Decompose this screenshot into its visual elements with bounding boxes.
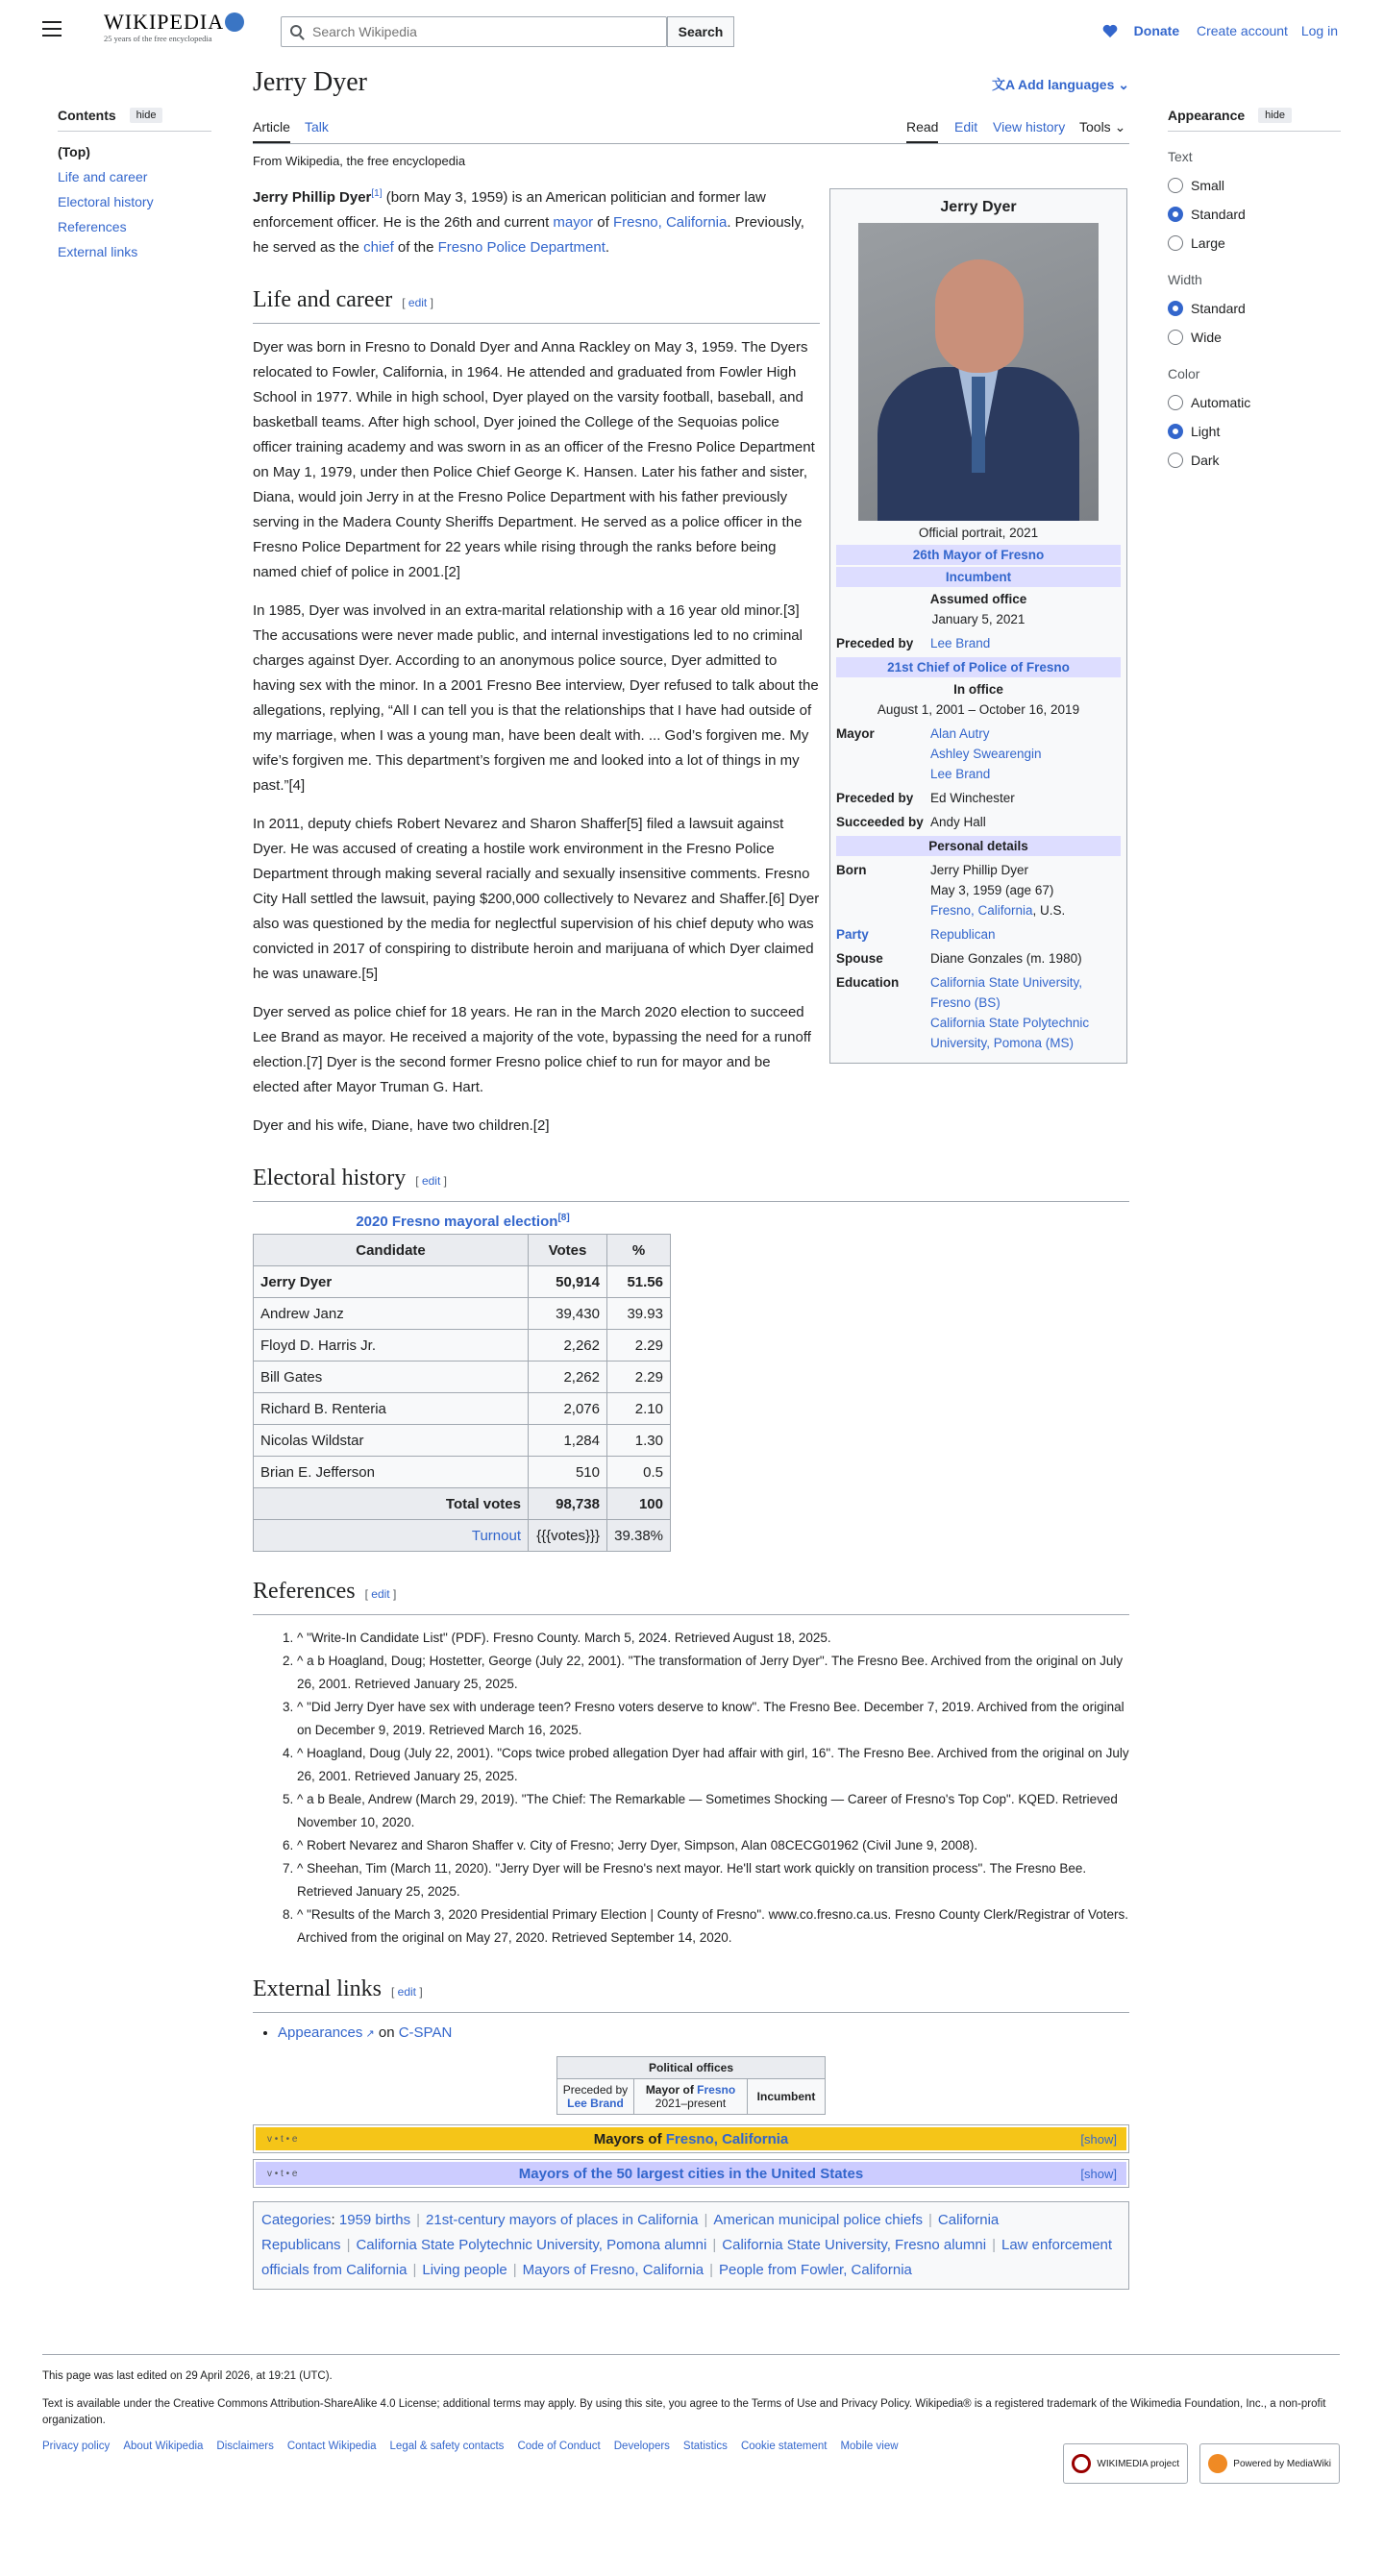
category-link[interactable]: People from Fowler, California bbox=[718, 2262, 912, 2278]
navbox-title: Mayors of bbox=[593, 2130, 666, 2147]
width-standard-option[interactable] bbox=[1168, 301, 1341, 316]
portrait-tie-shape bbox=[972, 377, 985, 473]
born-country: , U.S. bbox=[1032, 903, 1066, 918]
section-heading-electoral: Electoral history [ edit ] bbox=[253, 1165, 1129, 1202]
citation-link[interactable]: [1] bbox=[371, 188, 383, 199]
turnout-row bbox=[254, 1520, 671, 1552]
intro-text: (born May 3, 1959) is an American politician and former law enforcement officer. He is the 26th and current bbox=[253, 189, 766, 231]
table-row bbox=[254, 1425, 671, 1457]
user-links bbox=[1089, 23, 1338, 38]
edit-section-link[interactable]: edit bbox=[397, 1985, 416, 1999]
office-chief-band[interactable]: 21st Chief of Police of Fresno bbox=[836, 657, 1121, 677]
pct-cell: 39.93 bbox=[607, 1298, 671, 1330]
candidate-cell: Nicolas Wildstar bbox=[254, 1425, 529, 1457]
pct-cell: 0.5 bbox=[607, 1457, 671, 1488]
office-mayor-band[interactable]: 26th Mayor of Fresno bbox=[836, 545, 1121, 565]
tab-talk[interactable]: Talk bbox=[305, 119, 329, 135]
category-separator: | bbox=[709, 2262, 713, 2278]
intro-paragraph bbox=[253, 185, 820, 260]
reference-item: 4. ^ Hoagland, Doug (July 22, 2001). "Cops twice probed allegation Dyer had affair with girl, 16". The Fresno Bee. Archived from the original on July 26, 2001. Retrieved January 25, 2025. bbox=[297, 1742, 1129, 1788]
radio-icon bbox=[1168, 178, 1183, 193]
appearance-header bbox=[1168, 108, 1341, 132]
option-label: Standard bbox=[1191, 301, 1246, 316]
reference-item: 3. ^ "Did Jerry Dyer have sex with underage teen? Fresno voters deserve to know". The Fresno Bee. December 7, 2019. Archived from the original on December 9, 2019. Retrieved March 16, 2025. bbox=[297, 1696, 1129, 1742]
toc-item-life-and-career[interactable]: Life and career bbox=[58, 169, 148, 184]
vte-links[interactable]: v • t • e bbox=[267, 2168, 298, 2179]
total-label: Total votes bbox=[254, 1488, 529, 1520]
main-content bbox=[253, 63, 1129, 2290]
references-list bbox=[297, 1627, 1129, 1950]
reference-item: 7. ^ Sheehan, Tim (March 11, 2020). "Jerry Dyer will be Fresno's next mayor. He'll start work quickly on transition process". The Fresno Bee. Retrieved January 25, 2025. bbox=[297, 1857, 1129, 1903]
footer-link[interactable]: Contact Wikipedia bbox=[286, 2441, 377, 2452]
infobox-title: Jerry Dyer bbox=[940, 199, 1017, 215]
reference-item: 1. ^ "Write-In Candidate List" (PDF). Fresno County. March 5, 2024. Retrieved August 18, 2025. bbox=[297, 1627, 1129, 1650]
toc-item-external-links[interactable]: External links bbox=[58, 244, 138, 259]
width-wide-option[interactable] bbox=[1168, 330, 1341, 345]
color-dark-option[interactable] bbox=[1168, 453, 1341, 468]
total-votes: 98,738 bbox=[529, 1488, 607, 1520]
category-link[interactable]: Living people bbox=[422, 2262, 507, 2278]
edit-section-link[interactable]: edit bbox=[421, 1174, 441, 1188]
succession-row bbox=[557, 2079, 825, 2114]
footer-link[interactable]: Cookie statement bbox=[740, 2441, 828, 2452]
intro-text: . Previously, he served as the bbox=[253, 214, 804, 256]
pct-cell: 1.30 bbox=[607, 1425, 671, 1457]
caption-text: 2020 Fresno mayoral election bbox=[356, 1214, 558, 1230]
votes-cell: 50,914 bbox=[529, 1266, 607, 1298]
option-label: Wide bbox=[1191, 330, 1222, 345]
candidate-cell: Floyd D. Harris Jr. bbox=[254, 1330, 529, 1362]
category-separator: | bbox=[346, 2237, 351, 2253]
table-row bbox=[254, 1393, 671, 1425]
footer-link[interactable]: Legal & safety contacts bbox=[389, 2441, 505, 2452]
mayor-link[interactable]: Ashley Swearengin bbox=[930, 747, 1042, 761]
party-link[interactable]: Republican bbox=[930, 927, 996, 942]
add-languages-label: Add languages bbox=[1018, 77, 1115, 92]
category-separator: | bbox=[928, 2212, 932, 2228]
born-date: May 3, 1959 (age 67) bbox=[930, 883, 1054, 897]
row-label: Succeeded by bbox=[836, 815, 924, 829]
turnout-votes: {{{votes}}} bbox=[529, 1520, 607, 1552]
donate-link[interactable] bbox=[1102, 23, 1179, 38]
text-size-label: Text bbox=[1168, 149, 1193, 164]
appearance-hide-button[interactable]: hide bbox=[1258, 108, 1292, 123]
wikimedia-icon bbox=[1072, 2454, 1091, 2473]
text-standard-option[interactable] bbox=[1168, 207, 1341, 222]
footer-link[interactable]: About Wikipedia bbox=[123, 2441, 204, 2452]
mayor-row bbox=[836, 724, 1121, 784]
chief-link[interactable]: chief bbox=[363, 239, 394, 256]
navbox-largest-cities bbox=[253, 2159, 1129, 2188]
on-text: on bbox=[374, 2024, 399, 2041]
radio-selected-icon bbox=[1168, 424, 1183, 439]
row-label: Born bbox=[836, 863, 867, 877]
life-paragraph-1: Dyer was born in Fresno to Donald Dyer and Anna Rackley on May 3, 1959. The Dyers relocated to Fowler, California, in 1964. He attended and graduated from Fowler High School in 1977. While in high school, Dyer played on the varsity football, baseball, and basketball teams. After high school, Dyer joined the College of the Sequoias police officer training academy and was sworn in as an officer of the Fresno Police Department on May 1, 1979, under then Police Chief George K. Hansen. Later his father and sister, Diana, would join Jerry in at the Fresno Police Department with his father previously serving in the Madera County Sheriffs Department. He served as a police officer in the Fresno Police Department for 22 years while rising through the ranks before being named chief of police in 2001.[2] bbox=[253, 339, 815, 580]
education-link[interactable]: California State Polytechnic University, Pomona (MS) bbox=[930, 1016, 1090, 1050]
add-languages-button[interactable] bbox=[992, 75, 1129, 94]
radio-icon bbox=[1168, 453, 1183, 468]
table-of-contents bbox=[58, 108, 211, 264]
table-row bbox=[254, 1266, 671, 1298]
life-paragraph-3: In 2011, deputy chiefs Robert Nevarez and Sharon Shaffer[5] filed a lawsuit against Dyer. He was accused of creating a hostile work environment in the Fresno Police Department through making several racially and sexually insensitive comments. Fresno City Hall settled the lawsuit, paying $200,000 collectively to Nevarez and Shaffer.[6] Dyer also was questioned by the media for neglectful supervision of his chief deputy who was convicted in 2017 of conspiring to distribute heroin and marijuana of which Dyer claimed he was unaware.[5] bbox=[253, 816, 820, 982]
party-row bbox=[836, 924, 1121, 945]
cspan-link[interactable]: C-SPAN bbox=[398, 2024, 453, 2041]
fresno-link[interactable]: Fresno, California bbox=[612, 214, 728, 231]
category-link[interactable]: California State University, Fresno alumni bbox=[722, 2237, 987, 2253]
option-label: Standard bbox=[1191, 207, 1246, 222]
preceded-by-name: Ed Winchester bbox=[930, 791, 1015, 805]
main-menu-icon[interactable] bbox=[42, 21, 62, 37]
portrait-caption: Official portrait, 2021 bbox=[918, 526, 1039, 540]
option-label: Light bbox=[1191, 424, 1221, 439]
pct-cell: 2.10 bbox=[607, 1393, 671, 1425]
radio-selected-icon bbox=[1168, 301, 1183, 316]
navbox-title-link[interactable]: Mayors of the 50 largest cities in the United States bbox=[518, 2165, 864, 2182]
category-link[interactable]: California Republicans bbox=[261, 2212, 1000, 2253]
heart-icon bbox=[1102, 24, 1118, 37]
election-rows bbox=[254, 1266, 671, 1488]
votes-cell: 39,430 bbox=[529, 1298, 607, 1330]
license-text: Text is available under the Creative Commons Attribution-ShareAlike 4.0 License; additional terms may apply. By using this site, you agree to the Terms of Use and Privacy Policy. Wikipedia® is a registered trademark of the Wikimedia Foundation, Inc., a non-profit organization. bbox=[42, 2398, 1326, 2426]
intro-text: . bbox=[605, 239, 610, 256]
option-label: Small bbox=[1191, 178, 1225, 193]
toc-header bbox=[58, 108, 211, 132]
wikimedia-badge[interactable] bbox=[1063, 2443, 1188, 2484]
infobox bbox=[829, 188, 1127, 1064]
radio-selected-icon bbox=[1168, 207, 1183, 222]
color-light-option[interactable] bbox=[1168, 424, 1341, 439]
search-button[interactable]: Search bbox=[667, 16, 734, 47]
external-links-list bbox=[278, 2024, 1129, 2041]
category-link[interactable]: California State Polytechnic University, Pomona alumni bbox=[356, 2237, 707, 2253]
portrait-face-shape bbox=[935, 259, 1024, 373]
total-votes-row bbox=[254, 1488, 671, 1520]
radio-icon bbox=[1168, 235, 1183, 251]
external-link-icon: ↗ bbox=[362, 2028, 375, 2040]
pct-cell: 51.56 bbox=[607, 1266, 671, 1298]
political-offices-title: Political offices bbox=[557, 2057, 825, 2079]
election-table-caption[interactable] bbox=[253, 1214, 673, 1230]
categories-label-link[interactable]: Categories bbox=[261, 2212, 332, 2228]
subject-name: Jerry Phillip Dyer bbox=[253, 189, 372, 206]
candidate-cell: Brian E. Jefferson bbox=[254, 1457, 529, 1488]
education-row bbox=[836, 972, 1121, 1053]
party-label-link[interactable]: Party bbox=[836, 927, 869, 942]
fresno-link[interactable]: Fresno bbox=[697, 2083, 736, 2097]
page-tabs bbox=[253, 108, 1129, 144]
votes-cell: 2,262 bbox=[529, 1362, 607, 1393]
footer-link[interactable]: Privacy policy bbox=[42, 2441, 111, 2452]
section-title: Life and career bbox=[253, 287, 393, 312]
reference-item: 6. ^ Robert Nevarez and Sharon Shaffer v. City of Fresno; Jerry Dyer, Simpson, Alan 08CECG01962 (Civil June 9, 2008). bbox=[297, 1834, 1129, 1857]
table-row bbox=[254, 1362, 671, 1393]
footer-link[interactable]: Disclaimers bbox=[216, 2441, 274, 2452]
page-title: Jerry Dyer bbox=[253, 67, 367, 97]
born-name: Jerry Phillip Dyer bbox=[930, 863, 1029, 877]
color-automatic-option[interactable] bbox=[1168, 395, 1341, 410]
navbox-title-link[interactable]: Fresno, California bbox=[665, 2130, 789, 2147]
wikipedia-logo[interactable] bbox=[104, 10, 244, 43]
life-paragraph-2: In 1985, Dyer was involved in an extra-marital relationship with a 16 year old minor.[3] The accusations were never made public, and internal investigations led to no criminal charges against Dyer. According to an anonymous police source, Dyer admitted to having sex with the minor. In a 2001 Fresno Bee interview, Dyer refused to talk about the allegations, replying, “All I can tell you is that the relationships that I have had outside of my marriage, when I was a young man, have been dealt with. ... God’s forgiven me. My wife’s forgiven me. This department’s forgiven me and looked into a lot of things in my past.”[4] bbox=[253, 602, 819, 794]
donate-label: Donate bbox=[1133, 23, 1180, 38]
spouse-row bbox=[836, 948, 1121, 969]
table-row bbox=[254, 1330, 671, 1362]
option-label: Dark bbox=[1191, 453, 1220, 468]
navbox-show-button[interactable]: [show] bbox=[1080, 2166, 1117, 2181]
radio-icon bbox=[1168, 330, 1183, 345]
search-input[interactable] bbox=[282, 17, 628, 46]
footer-link[interactable]: Code of Conduct bbox=[517, 2441, 601, 2452]
section-heading-references: References [ edit ] bbox=[253, 1579, 1129, 1615]
column-header: Votes bbox=[529, 1235, 607, 1266]
radio-icon bbox=[1168, 395, 1183, 410]
tools-label: Tools bbox=[1079, 119, 1111, 135]
turnout-pct: 39.38% bbox=[607, 1520, 671, 1552]
category-link[interactable]: 21st-century mayors of places in California bbox=[426, 2212, 699, 2228]
appearance-title: Appearance bbox=[1168, 108, 1246, 123]
category-link[interactable]: American municipal police chiefs bbox=[713, 2212, 923, 2228]
article-body bbox=[253, 185, 820, 1139]
navbox-mayors-fresno bbox=[253, 2124, 1129, 2153]
mayor-link[interactable]: Alan Autry bbox=[930, 726, 990, 741]
mayor-link[interactable]: Lee Brand bbox=[930, 767, 991, 781]
table-row bbox=[254, 1298, 671, 1330]
toc-item-top[interactable]: (Top) bbox=[58, 144, 90, 159]
list-item bbox=[278, 2024, 1129, 2041]
language-icon: 文A bbox=[992, 77, 1019, 92]
reference-item: 5. ^ a b Beale, Andrew (March 29, 2019). "The Chief: The Remarkable — Sometimes Shocking — Career of Fresno's Top Cop". KQED. Retrieved November 10, 2020. bbox=[297, 1788, 1129, 1834]
site-subtitle: From Wikipedia, the free encyclopedia bbox=[253, 154, 466, 168]
search-box bbox=[281, 16, 667, 47]
spouse-value: Diane Gonzales (m. 1980) bbox=[930, 951, 1082, 966]
logo-tagline: 25 years of the free encyclopedia bbox=[104, 34, 212, 43]
category-separator: | bbox=[512, 2262, 517, 2278]
chevron-down-icon: ⌄ bbox=[1110, 119, 1126, 135]
category-separator: | bbox=[712, 2237, 717, 2253]
preceded-label: Preceded by bbox=[562, 2083, 629, 2097]
toc-title: Contents bbox=[58, 108, 116, 123]
category-separator: | bbox=[412, 2262, 417, 2278]
succeeded-by-name: Andy Hall bbox=[930, 815, 986, 829]
vte-links[interactable]: v • t • e bbox=[267, 2133, 298, 2145]
appearances-link[interactable]: Appearances bbox=[278, 2024, 363, 2041]
site-header bbox=[0, 0, 1384, 61]
toc-item-references[interactable]: References bbox=[58, 219, 127, 234]
candidate-cell: Richard B. Renteria bbox=[254, 1393, 529, 1425]
table-header-row bbox=[254, 1235, 671, 1266]
in-office-label: In office bbox=[953, 682, 1003, 697]
category-separator: | bbox=[416, 2212, 421, 2228]
login-link[interactable]: Log in bbox=[1300, 23, 1338, 38]
logo-wordmark: WIKIPEDIA bbox=[104, 10, 225, 34]
search-icon bbox=[290, 25, 302, 37]
votes-cell: 1,284 bbox=[529, 1425, 607, 1457]
tab-view-history[interactable]: View history bbox=[993, 119, 1066, 135]
citation-link[interactable]: [8] bbox=[557, 1213, 570, 1223]
section-heading-life: Life and career [ edit ] bbox=[253, 287, 820, 324]
row-label: Mayor bbox=[836, 726, 875, 741]
preceded-by-link[interactable]: Lee Brand bbox=[930, 636, 991, 650]
last-edited-text: This page was last edited on 29 April 2026, at 19:21 (UTC). bbox=[42, 2370, 333, 2382]
candidate-cell: Jerry Dyer bbox=[254, 1266, 529, 1298]
votes-cell: 510 bbox=[529, 1457, 607, 1488]
mayor-link[interactable]: mayor bbox=[553, 214, 594, 231]
edit-section-link[interactable]: edit bbox=[408, 296, 428, 309]
section-title: References bbox=[253, 1579, 356, 1604]
section-title: Electoral history bbox=[253, 1165, 407, 1190]
footer-link[interactable]: Statistics bbox=[682, 2441, 728, 2452]
text-large-option[interactable] bbox=[1168, 235, 1341, 251]
category-separator: | bbox=[992, 2237, 996, 2253]
fresno-police-link[interactable]: Fresno Police Department bbox=[437, 239, 606, 256]
category-link[interactable]: Mayors of Fresno, California bbox=[522, 2262, 704, 2278]
width-label: Width bbox=[1168, 272, 1202, 287]
votes-cell: 2,076 bbox=[529, 1393, 607, 1425]
column-header: Candidate bbox=[254, 1235, 529, 1266]
row-label: Preceded by bbox=[836, 791, 914, 805]
section-heading-external: External links [ edit ] bbox=[253, 1976, 1129, 2013]
chief-term: August 1, 2001 – October 16, 2019 bbox=[877, 702, 1080, 717]
assumed-office-date: January 5, 2021 bbox=[931, 612, 1026, 626]
option-label: Automatic bbox=[1191, 395, 1251, 410]
born-row bbox=[836, 860, 1121, 920]
section-title: External links bbox=[253, 1976, 382, 2001]
mediawiki-icon bbox=[1208, 2454, 1227, 2473]
tab-read[interactable]: Read bbox=[906, 119, 938, 143]
reference-item: 8. ^ "Results of the March 3, 2020 Presidential Primary Election | County of Fresno". www.co.fresno.ca.us. Fresno County Clerk/Registrar of Voters. Archived from the original on May 27, 2020. Retrieved September 14, 2020. bbox=[297, 1903, 1129, 1950]
intro-text: of the bbox=[393, 239, 438, 256]
born-place-link[interactable]: Fresno, California bbox=[930, 903, 1033, 918]
category-separator: | bbox=[704, 2212, 708, 2228]
mediawiki-badge[interactable] bbox=[1199, 2443, 1340, 2484]
turnout-link[interactable]: Turnout bbox=[254, 1520, 529, 1552]
table-row bbox=[254, 1457, 671, 1488]
toc-hide-button[interactable]: hide bbox=[130, 108, 163, 123]
succeeded-row bbox=[836, 812, 1121, 832]
candidate-cell: Andrew Janz bbox=[254, 1298, 529, 1330]
total-pct: 100 bbox=[607, 1488, 671, 1520]
chevron-down-icon: ⌄ bbox=[1114, 77, 1129, 92]
badge-label: Powered by MediaWiki bbox=[1233, 2458, 1331, 2469]
row-label: Spouse bbox=[836, 951, 883, 966]
row-label: Preceded by bbox=[836, 636, 914, 650]
text-small-option[interactable] bbox=[1168, 178, 1341, 193]
lower-sections bbox=[253, 1165, 1129, 2290]
page-footer bbox=[42, 2354, 1340, 2469]
official-portrait-image[interactable] bbox=[858, 223, 1099, 521]
reference-item: 2. ^ a b Hoagland, Doug; Hostetter, George (July 22, 2001). "The transformation of Jerry Dyer". The Fresno Bee. Archived from the original on July 26, 2001. Retrieved January 25, 2025. bbox=[297, 1650, 1129, 1696]
pct-cell: 2.29 bbox=[607, 1330, 671, 1362]
life-paragraph-5: Dyer and his wife, Diane, have two children.[2] bbox=[253, 1117, 550, 1134]
pct-cell: 2.29 bbox=[607, 1362, 671, 1393]
votes-cell: 2,262 bbox=[529, 1330, 607, 1362]
office-cell bbox=[634, 2079, 748, 2114]
create-account-link[interactable]: Create account bbox=[1197, 23, 1288, 38]
categories-box: Categories: 1959 births | 21st-century mayors of places in California | American municipal police chiefs | California Republicans | California State Polytechnic University, Pomona alumni | California State University, Fresno alumni | Law enforcement officials from California | Living people | Mayors of Fresno, California | People from Fowler, California bbox=[253, 2201, 1129, 2290]
incumbent-band[interactable]: Incumbent bbox=[836, 567, 1121, 587]
tab-article[interactable]: Article bbox=[253, 119, 290, 143]
life-paragraph-4: Dyer served as police chief for 18 years. He ran in the March 2020 election to succeed Lee Brand as mayor. He received a majority of the vote, bypassing the need for a runoff election.[7] Dyer is the second former Fresno police chief to run for mayor and be elected after Mayor Truman G. Hart. bbox=[253, 1004, 811, 1095]
appearance-panel bbox=[1168, 108, 1341, 468]
edit-section-link[interactable]: edit bbox=[371, 1587, 390, 1601]
political-offices-box bbox=[556, 2056, 826, 2115]
preceded-link[interactable]: Lee Brand bbox=[567, 2097, 624, 2110]
puzzle-globe-icon bbox=[225, 12, 244, 32]
footer-link[interactable]: Mobile view bbox=[840, 2441, 899, 2452]
personal-details-band: Personal details bbox=[836, 836, 1121, 856]
office-label: Mayor of bbox=[645, 2083, 694, 2097]
navbox-show-button[interactable]: [show] bbox=[1080, 2131, 1117, 2147]
succeeded-cell: Incumbent bbox=[756, 2090, 816, 2103]
toc-item-electoral-history[interactable]: Electoral history bbox=[58, 194, 154, 209]
category-link[interactable]: 1959 births bbox=[338, 2212, 411, 2228]
footer-link[interactable]: Developers bbox=[613, 2441, 670, 2452]
intro-text: of bbox=[593, 214, 613, 231]
option-label: Large bbox=[1191, 235, 1225, 251]
tools-menu[interactable] bbox=[1079, 119, 1125, 135]
preceded-row-2 bbox=[836, 788, 1121, 808]
category-link[interactable]: Law enforcement officials from California bbox=[261, 2237, 1113, 2278]
assumed-office-label: Assumed office bbox=[929, 592, 1027, 606]
education-link[interactable]: California State University, Fresno (BS) bbox=[930, 975, 1083, 1010]
preceded-cell bbox=[557, 2079, 634, 2114]
color-label: Color bbox=[1168, 366, 1200, 381]
office-term: 2021–present bbox=[655, 2097, 727, 2110]
preceded-row bbox=[836, 633, 1121, 653]
row-label: Education bbox=[836, 975, 900, 990]
candidate-cell: Bill Gates bbox=[254, 1362, 529, 1393]
column-header: % bbox=[607, 1235, 671, 1266]
tab-edit[interactable]: Edit bbox=[954, 119, 978, 135]
badge-label: WIKIMEDIA project bbox=[1097, 2458, 1179, 2469]
election-results-table bbox=[253, 1234, 671, 1552]
